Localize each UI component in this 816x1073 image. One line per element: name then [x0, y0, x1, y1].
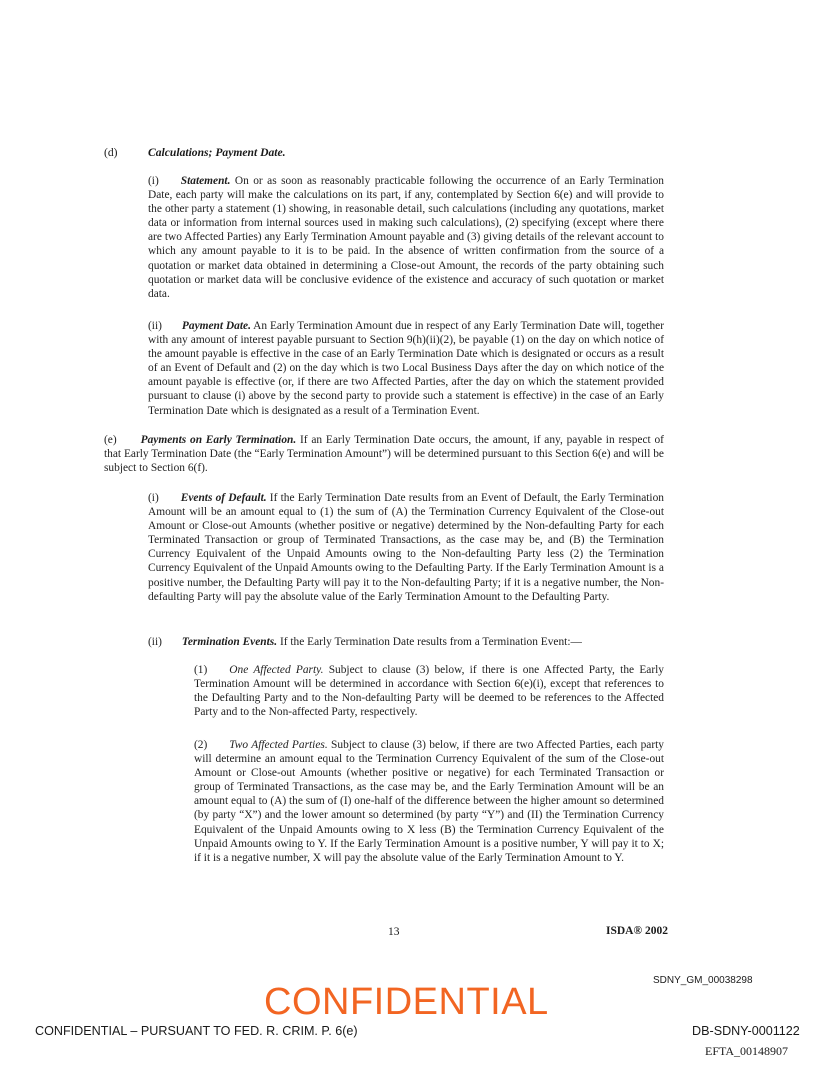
- paragraph-e-ii-1-heading: One Affected Party.: [229, 664, 324, 676]
- paragraph-e-ii-2-heading: Two Affected Parties.: [229, 739, 328, 751]
- paragraph-e-number: (e): [104, 434, 117, 446]
- paragraph-d-i-number: (i): [148, 175, 159, 187]
- efta-number: EFTA_00148907: [705, 1044, 789, 1058]
- paragraph-d-ii-heading: Payment Date.: [181, 320, 251, 332]
- section-d-number: (d): [104, 146, 118, 159]
- paragraph-e-text: If an Early Termination Date occurs, the amount, if any, payable in respect of that Early Termination Date (the “Early Termination Amount”) will be determined pursuant to this Section 6(e) and will be subject to Section 6(f).: [104, 434, 664, 475]
- paragraph-d-ii: [148, 319, 664, 418]
- paragraph-e-ii-number: (ii): [148, 636, 162, 648]
- bates-number-sdny: DB-SDNY-0001122: [692, 1024, 800, 1038]
- paragraph-d-i-text: On or as soon as reasonably practicable following the occurrence of an Early Termination Date, each party will make the calculations on its part, if any, contemplated by Section 6(e) and will provide to the other party a statement (1) showing, in reasonable detail, such calculations (including any quotations, market data or information from internal sources used in making such calculations), (2) specifying (except where there are two Affected Parties) any Early Termination Amount payable and (3) giving details of the relevant account to which any amount payable to it is to be paid. In the absence of written confirmation from the source of a quotation or market data obtained in determining a Close-out Amount, the records of the party obtaining such quotation or market data will be conclusive evidence of the existence and accuracy of such quotation or market data.: [148, 175, 664, 300]
- paragraph-e: [104, 433, 664, 475]
- page-number: 13: [388, 926, 400, 938]
- paragraph-d-i: [148, 174, 664, 301]
- paragraph-e-i-text: If the Early Termination Date results from an Event of Default, the Early Termination Amount will be an amount equal to (1) the sum of (A) the Termination Currency Equivalent of the Close-out Amount or Close-out Amounts (whether positive or negative) determined by the Non-defaulting Party for each Terminated Transaction or group of Terminated Transactions, as the case may be, and (B) the Termination Currency Equivalent of the Unpaid Amounts owing to the Non-defaulting Party less (2) the Termination Currency Equivalent of the Unpaid Amounts owing to the Defaulting Party. If the Early Termination Amount is a positive number, the Defaulting Party will pay it to the Non-defaulting Party; if it is a negative number, the Non-defaulting Party will pay the absolute value of the Early Termination Amount to the Defaulting Party.: [148, 492, 664, 603]
- paragraph-d-ii-number: (ii): [148, 320, 162, 332]
- confidential-stamp: CONFIDENTIAL: [264, 981, 549, 1023]
- confidential-notice: CONFIDENTIAL – PURSUANT TO FED. R. CRIM. P. 6(e): [35, 1024, 358, 1038]
- paragraph-d-i-heading: Statement.: [180, 175, 231, 187]
- paragraph-e-i-number: (i): [148, 492, 159, 504]
- paragraph-e-ii-1-text: Subject to clause (3) below, if there is one Affected Party, the Early Termination Amount will be determined in accordance with Section 6(e)(i), except that references to the Defaulting Party and to the Non-defaulting Party will be deemed to be references to the Affected Party and to the Non-affected Party, respectively.: [194, 664, 664, 719]
- section-d-heading: [104, 146, 286, 159]
- paragraph-e-ii-1-number: (1): [194, 664, 208, 676]
- paragraph-e-heading: Payments on Early Termination.: [140, 434, 297, 446]
- paragraph-e-ii: [148, 635, 664, 649]
- isda-version-label: ISDA® 2002: [606, 925, 668, 937]
- paragraph-e-ii-text: If the Early Termination Date results from a Termination Event:—: [279, 636, 582, 648]
- section-d-title: Calculations; Payment Date.: [148, 146, 286, 159]
- bates-number-gm: SDNY_GM_00038298: [653, 975, 753, 986]
- paragraph-e-i: [148, 491, 664, 604]
- paragraph-e-ii-heading: Termination Events.: [181, 636, 278, 648]
- paragraph-e-ii-2: [194, 738, 664, 865]
- paragraph-e-ii-2-number: (2): [194, 739, 208, 751]
- paragraph-d-ii-text: An Early Termination Amount due in respect of any Early Termination Date will, together with any amount of interest payable pursuant to Section 9(h)(ii)(2), be payable (1) on the day on which notice of the amount payable is effective in the case of an Early Termination Date which is designated or occurs as a result of an Event of Default and (2) on the day which is two Local Business Days after the day on which notice of the amount payable is effective (or, if there are two Affected Parties, after the day on which the statement provided pursuant to clause (i) above by the second party to provide such a statement is effective) in the case of an Early Termination Date which is designated as a result of a Termination Event.: [148, 320, 665, 417]
- paragraph-e-ii-1: [194, 663, 664, 719]
- paragraph-e-ii-2-text: Subject to clause (3) below, if there are two Affected Parties, each party will determine an amount equal to the Termination Currency Equivalent of the sum of the Close-out Amount or Close-out Amounts (whether positive or negative) for each Terminated Transaction or group of Terminated Transactions, as the case may be, and the Early Termination Amount will be an amount equal to (A) the sum of (I) one-half of the difference between the higher amount so determined (by party “X”) and the lower amount so determined (by party “Y”) and (II) the Termination Currency Equivalent of the Unpaid Amounts owing to X less (B) the Termination Currency Equivalent of the Unpaid Amounts owing to Y. If the Early Termination Amount is a positive number, Y will pay it to X; if it is a negative number, X will pay the absolute value of the Early Termination Amount to Y.: [194, 739, 664, 864]
- paragraph-e-i-heading: Events of Default.: [180, 492, 267, 504]
